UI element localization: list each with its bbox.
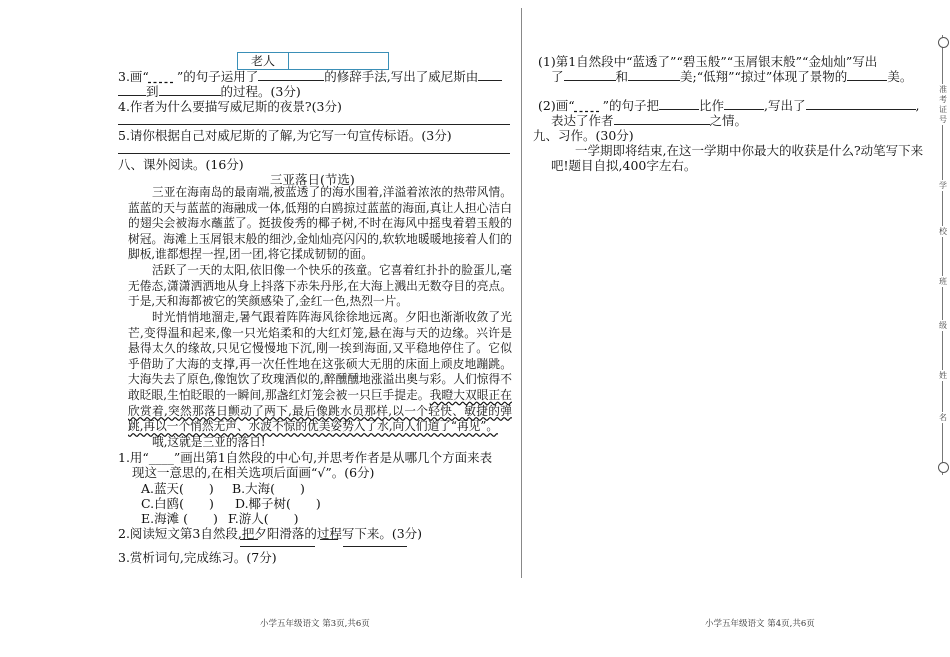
column-divider [521, 8, 522, 578]
grader-box [237, 52, 389, 70]
binding-hole-icon [938, 462, 949, 473]
strip-label: 班 [939, 277, 947, 286]
strip-label: 准 [939, 85, 947, 94]
answer-blank[interactable] [118, 84, 146, 96]
answer-blank[interactable] [343, 546, 407, 547]
question-3-line1: 3.画“ ”的句子运用了 的修辞手法,写出了威尼斯由 [118, 69, 502, 84]
essay-prompt-line2: 吧!题目自拟,400字左右。 [551, 158, 697, 173]
passage-paragraph-4: 哦,这就是三亚的落日! [152, 435, 266, 449]
strip-label: 校 [939, 227, 947, 236]
answer-blank[interactable] [258, 69, 324, 81]
binding-strip [937, 0, 950, 657]
answer-blank[interactable] [659, 98, 699, 110]
strip-label: 证 [939, 105, 947, 114]
arrow-line [240, 539, 258, 540]
passage-paragraph-1: 三亚在海南岛的最南端,被蓝透了的海水围着,洋溢着浓浓的热带风情。蓝蓝的天与蓝蓝的海融成一体,低翔的白鸥掠过蓝蓝的海面,真让人担心洁白的翅尖会被海水蘸蓝了。挺拔俊秀的椰子树,不时在海风中摇曳着碧玉般的树冠。海滩上玉屑银末般的细沙,金灿灿亮闪闪的,软软地暖暖地接着人们的脚板,谁都想捏一捏,团一团,将它揉成韧韧的面。 [128, 185, 512, 262]
strip-label: 名 [939, 413, 947, 422]
right-q2-line1: (2)画“ ”的句子把 比作 ,写出了 , [538, 98, 920, 113]
answer-blank[interactable] [564, 69, 616, 81]
option-e[interactable]: E.海滩 ( ) [141, 511, 218, 526]
arrow-line [320, 539, 338, 540]
answer-blank[interactable] [240, 546, 315, 547]
strip-label: 姓 [939, 371, 947, 380]
binding-hole-icon [938, 37, 949, 48]
answer-blank[interactable] [614, 113, 710, 125]
answer-line[interactable] [118, 124, 510, 125]
strip-label: 号 [939, 115, 947, 124]
question-3-line2: 到 的过程。(3分) [118, 84, 301, 99]
option-b[interactable]: B.大海( ) [232, 481, 305, 496]
passage-paragraph-3: 时光悄悄地溜走,暑气跟着阵阵海风徐徐地远离。夕阳也渐渐收敛了光芒,变得温和起来,像一只光焰柔和的大红灯笼,悬在海与天的边缘。兴许是悬得太久的缘故,只见它慢慢地下沉,刚一挨到海面,又平稳地停住了。它似乎借助了大海的支撑,再一次任性地在这张硕大无朋的床面上顽皮地蹦跳。大海失去了原色,像饱饮了玫瑰酒似的,醉醺醺地涨溢出奥与彩。人们惊得不敢眨眼,生怕眨眼的一瞬间,那盏红灯笼会被一只巨手提走。我瞪大双眼正在欣赏着,突然那落日颤动了两下,最后像跳水员那样,以一个轻快、敏捷的弹跳,再以一个悄然无声、水波不惊的优美姿势入了水,向人们道了“再见”。 [128, 310, 512, 434]
passage-paragraph-2: 活跃了一天的太阳,依旧像一个快乐的孩童。它喜着红扑扑的脸蛋儿,毫无倦态,潇潇洒洒地从身上抖落下赤朱丹彤,在大海上溅出无数夺目的亮点。于是,天和海都被它的笑颜感染了,金红一色,热烈一片。 [128, 263, 512, 309]
reading-q2: 2.阅读短文第3自然段,把夕阳滑落的过程写下来。(3分) [118, 526, 423, 541]
answer-blank[interactable] [628, 69, 680, 81]
passage-title: 三亚落日(节选) [270, 172, 355, 187]
answer-blank[interactable] [847, 69, 887, 81]
right-q1-line2: 了 和 美;“低翔”“掠过”体现了景物的 美。 [551, 69, 913, 84]
wavy-underlined-sentence: 我瞪大双眼正在欣赏着,突然那落日颤动了两下,最后像跳水员那样,以一个轻快、敏捷的弹跳,再以一个悄然无声、水波不惊的优美姿势入了水,向人们道了“再见”。 [128, 387, 512, 434]
footer-left-page: 小学五年级语文 第3页,共6页 [260, 619, 370, 629]
reading-q1-line2: 现这一意思的,在相关选项后面画“√”。(6分) [132, 465, 375, 480]
grader-label: 老人 [238, 53, 289, 69]
answer-blank[interactable] [478, 69, 502, 81]
option-a[interactable]: A.蓝天( ) [141, 481, 214, 496]
reading-q1-line1: 1.用“____”画出第1自然段的中心句,并思考作者是从哪几个方面来表 [118, 450, 493, 465]
reading-q3: 3.赏析词句,完成练习。(7分) [118, 550, 277, 565]
option-c[interactable]: C.白鸥( ) [141, 496, 214, 511]
footer-right-page: 小学五年级语文 第4页,共6页 [705, 619, 815, 629]
question-4: 4.作者为什么要描写威尼斯的夜景?(3分) [118, 99, 342, 114]
strip-label: 考 [939, 95, 947, 104]
answer-blank[interactable] [806, 98, 916, 110]
right-q1-line1: (1)第1自然段中“蓝透了”“碧玉般”“玉屑银末般”“金灿灿”写出 [538, 54, 878, 69]
answer-blank[interactable] [724, 98, 764, 110]
essay-prompt-line1: 一学期即将结束,在这一学期中你最大的收获是什么?动笔写下来 [575, 143, 924, 158]
section-8-heading: 八、课外阅读。(16分) [118, 157, 244, 172]
strip-label: 学 [939, 181, 947, 190]
strip-label: 级 [939, 321, 947, 330]
option-f[interactable]: F.游人( ) [228, 511, 299, 526]
answer-line[interactable] [118, 153, 510, 154]
section-9-heading: 九、习作。(30分) [533, 128, 634, 143]
right-q2-line2: 表达了作者 之情。 [551, 113, 748, 128]
question-5: 5.请你根据自己对威尼斯的了解,为它写一句宣传标语。(3分) [118, 128, 452, 143]
answer-blank[interactable] [159, 84, 221, 96]
option-d[interactable]: D.椰子树( ) [235, 496, 321, 511]
